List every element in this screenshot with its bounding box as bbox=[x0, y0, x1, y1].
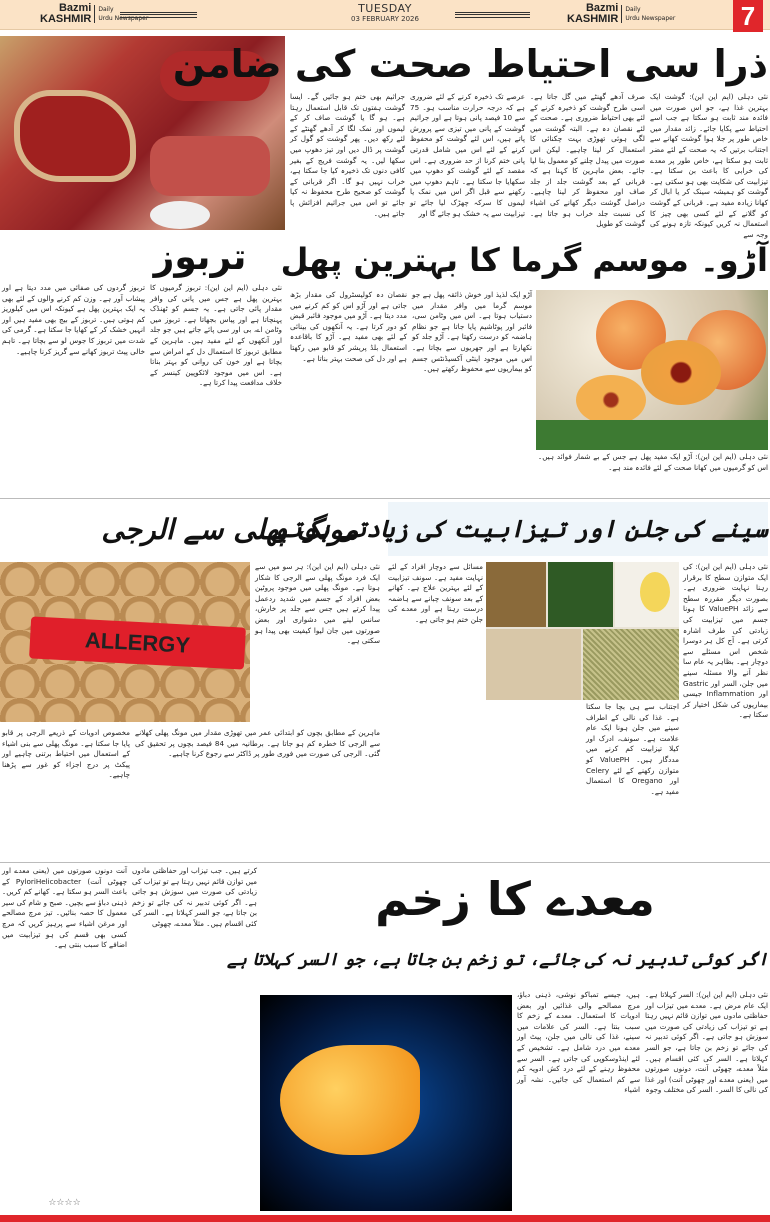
section-divider bbox=[0, 498, 770, 499]
heartburn-column: اجتناب سے ہی بچا جا سکتا ہے۔ غذا کی نالی کے اطراف سینے میں جلن ہونا ایک عام علامت ہے۔ سونف، ادرک اور کیلا تیزابیت کم کرنے میں مددگار ہیں۔ ValuePH کو متوازن رکھنے کے لئے Celery اور Oregano کا استعمال مفید ہے۔ bbox=[586, 702, 679, 796]
brand-sub2: Urdu Newspaper bbox=[98, 15, 149, 22]
meat-column: صرف آدھے گھنٹے میں گل جاتا ہے۔ اسی طرح گوشت کو ذخیرہ کرنے کے لئے بھی احتیاط ضروری ہے۔ صحت کے لئے نقصان دہ ہے۔ البتہ گوشت میں لگی ہوئی تھوڑی بہت چکنائی کا استعمال کر لینا چاہیے۔ لیکن اس صورت میں پیدل چلنے کو معمول بنا لیا جائے۔ بعض ماہرین کا کہنا ہے کہ قربانی کے بعد گوشت جلد از جلد صاف اور محفوظ کر لینا چاہیے۔ دراصل گوشت دیگر کھانے کی اشیاء کی نسبت جلد خراب ہو جاتا ہے۔ گوشت کو طویل bbox=[530, 92, 645, 229]
meat-column: عرصے تک ذخیرہ کرنے کے لئے ضروری ہے کہ درجہ حرارت مناسب ہو۔ 75 سے 10 فیصد پانی ہوتا ہے اور جراثیم گوشت کے پانی میں تیزی سے پرورش پاتے ہیں، اس لئے گوشت کو محفوظ کرنے کے لئے اس میں شامل قدرتی پانی ختم کرنا از حد ضروری ہے۔ اس مقصد کے لئے گوشت کو دھوپ میں سکھایا جا سکتا ہے۔ تاہم دھوپ میں رکھنے سے قبل اگر اس میں نمک یا لیموں کا سرکہ چھڑک لیا جائے تو تیزابیت سے یہ خشک ہو جائے گا اور bbox=[410, 92, 525, 218]
peach-column: نقصان دہ کولیسٹرول کی مقدار بڑھ جاتی ہے اور آڑو اس کو کم کرنے میں مدد دیتا ہے۔ آڑو میں موجود فائبر قبض کو دور کرتا ہے۔ یہ آنکھوں کی بینائی کے لئے بھی مفید ہے۔ آڑو کا باقاعدہ استعمال بلڈ پریشر کو قابو میں رکھتا ہے اور دل کی صحت بہتر بناتا ہے۔ bbox=[290, 290, 407, 363]
watermelon-headline: تربوز bbox=[153, 237, 247, 278]
allergy-column: مخصوص ادویات کے ذریعے الرجی پر قابو پایا جا سکتا ہے۔ مونگ پھلی سے بنی اشیاء کے استعمال میں احتیاط برتنی چاہیے اور پیکٹ پر درج اجزاء کو غور سے پڑھنا چاہیے۔ bbox=[2, 728, 130, 780]
watermelon-column: نئی دہلی (ایم این این): تربوز گرمیوں کا بہترین پھل ہے جس میں پانی کی وافر مقدار پائی جاتی ہے۔ یہ جسم کو ٹھنڈک پہنچاتا ہے اور پیاس بجھاتا ہے۔ تربوز میں وٹامن اے، بی اور سی پائے جاتے ہیں جو جلد اور آنکھوں کے لئے مفید ہیں۔ ماہرین کے مطابق تربوز کا استعمال دل کے امراض سے بچاتا ہے اور خون کی روانی کو بہتر بناتا ہے۔ اس میں موجود لائکوپین کینسر کے خلاف مدافعت پیدا کرتا ہے۔ bbox=[150, 283, 282, 388]
divider-rule bbox=[455, 12, 530, 18]
ulcer-column: کرتے ہیں۔ جب تیزاب اور حفاظتی مادوں میں توازن قائم نہیں رہتا ہے تو تیزاب کی زیادتی کی صورت میں سوزش ہو جاتی ہے۔ اگر کوئی تدبیر نہ کی جائے تو زخم بن جاتا ہے، جو السر کہلاتا ہے۔ السر کی کئی اقسام ہیں۔ مثلاً معدے، چھوٹی bbox=[132, 866, 257, 928]
brand-line1: Bazmi bbox=[585, 2, 619, 14]
heartburn-column: مسائل سے دوچار افراد کے لئے نہایت مفید ہے۔ سونف تیزابیت کے لئے بہترین علاج ہے۔ کھانے کے بعد سونف چبانے سے ہاضمہ درست رہتا ہے اور معدے کی جلن ختم ہو جاتی ہے۔ bbox=[388, 562, 483, 624]
peach-column: نئی دہلی (ایم این این): آڑو ایک مفید پھل ہے جس کے بے شمار فوائد ہیں۔ اس کو گرمیوں میں کھانا صحت کے لئے فائدہ مند ہے۔ bbox=[538, 452, 768, 472]
peanuts-photo-icon bbox=[0, 562, 250, 722]
masthead-right bbox=[567, 3, 675, 25]
brand-sub2: Urdu Newspaper bbox=[625, 15, 676, 22]
section-divider bbox=[0, 862, 770, 863]
divider-rule bbox=[120, 12, 197, 18]
footer-bar bbox=[0, 1215, 770, 1222]
stomach-anatomy-photo-icon bbox=[260, 995, 512, 1211]
peach-headline: آڑو۔ موسم گرما کا بہترین پھل bbox=[280, 241, 768, 279]
allergy-column: ماہرین کے مطابق بچوں کو ابتدائی عمر میں تھوڑی مقدار میں مونگ پھلی کھلانے سے الرجی کا خطرہ کم ہو جاتا ہے۔ برطانیہ میں 84 فیصد بچوں پر تحقیق کی گئی۔ الرجی کی صورت میں فوری طور پر ڈاکٹر سے رجوع کرنا چاہیے۔ bbox=[135, 728, 380, 759]
heartburn-column: نئی دہلی (ایم این این): کی ایک متوازن سطح کا برقرار رہنا نہایت ضروری ہے۔ بصورت دیگر مقررہ سطح سے زائد ValuePH کا ہونا جسم میں تیزابیت کی زیادتی کی طرف اشارہ کرتی ہے۔ آج کل ہر دوسرا شخص اس مسئلے سے دوچار ہے۔ بظاہر یہ عام سا نظر آنے والا مسئلہ سینے میں جلن، السر اور Gastric اور Inflammation جیسی بیماریوں کی شکل اختیار کر سکتا ہے۔ bbox=[683, 562, 769, 720]
brand-line2: KASHMIR bbox=[567, 13, 619, 25]
heartburn-headline: سینے کی جلن اور تیزابیت کی زیادتی ہوتو bbox=[273, 515, 768, 543]
allergy-headline: مونگ پھلی سے الرجی bbox=[101, 513, 359, 546]
date-block bbox=[330, 2, 440, 23]
watermelon-column: تربوز گردوں کی صفائی میں مدد دیتا ہے اور پیشاب آور ہے۔ وزن کم کرنے والوں کے لئے بھی یہ ایک بہترین پھل ہے کیونکہ اس میں کیلوریز کم ہوتی ہیں۔ تربوز کے بیج بھی مفید ہیں اور انہیں خشک کر کے کھایا جا سکتا ہے۔ گرمی کی شدت میں تربوز کا جوس لو سے بچاتا ہے۔ تاہم خالی پیٹ تربوز کھانے سے گریز کرنا چاہیے۔ bbox=[2, 283, 145, 356]
ulcer-column: آنت دونوں صورتوں میں (یعنی معدے اور چھوٹی آنت) PyloriHelicobacter کے باعث السر ہو سکتا ہے۔ کھانے کم کریں۔ ذہنی دباؤ سے بچیں۔ صبح و شام کی سیر معمول کا حصہ بنائیں۔ تیز مرچ مصالحے اور مرغن اشیاء سے پرہیز کریں کہ مرچ کسی بھی قسم کی ہو تیزابیت میں اضافے کا سبب بنتی ہے۔ bbox=[2, 866, 128, 950]
peach-photo-icon bbox=[536, 290, 768, 450]
brand-line1: Bazmi bbox=[58, 2, 92, 14]
page-number: 7 bbox=[733, 0, 763, 32]
day: TUESDAY bbox=[358, 2, 412, 15]
brand-sub1: Daily bbox=[625, 6, 641, 13]
end-mark: ☆☆☆☆ bbox=[48, 1198, 81, 1208]
peach-column: آڑو ایک لذیذ اور خوش ذائقہ پھل ہے جو موسم گرما میں وافر مقدار میں دستیاب ہوتا ہے۔ اس میں وٹامن سی، فائبر اور پوٹاشیم پایا جاتا ہے جو نظام ہاضمہ کو درست رکھتا ہے۔ آڑو جلد کو نکھارتا ہے اور جھریوں سے بچاتا ہے۔ اس میں موجود اینٹی آکسیڈنٹس جسم کو بیماریوں سے محفوظ رکھتے ہیں۔ bbox=[412, 290, 532, 374]
ulcer-headline: معدے کا زخم bbox=[375, 872, 655, 926]
ulcer-column: ہیں، جیسے تمباکو نوشی، ذہنی دباؤ، مرچ مصالحے والی غذائیں اور بعض ادویات کا استعمال۔ معدے کے زخم کا سبب بنتا ہے۔ السر کی علامات میں سینے، غذا کی نالی میں جلن، پیٹ اور معدے میں درد شامل ہے۔ تشخیص کے لئے اینڈوسکوپی کی جاتی ہے۔ السر سے محفوظ رہنے کے لئے درد کش ادویہ کم سے کم استعمال کی جائیں۔ نشہ آور اشیاء bbox=[517, 990, 640, 1095]
ulcer-subheadline: اگر کوئی تدبیر نہ کی جائے، تو زخم بن جاتا ہے، جو السر کہلاتا ہے bbox=[226, 950, 768, 970]
ulcer-column: نئی دہلی (ایم این این): السر کہلاتا ہے۔ ایک عام مرض ہے۔ معدے میں تیزاب اور حفاظتی مادوں میں توازن قائم نہیں رہتا ہے تو تیزاب کی زیادتی کی صورت میں سوزش ہو جاتی ہے۔ اگر کوئی تدبیر نہ کی جائے تو زخم بن جاتا ہے، جو السر کہلاتا ہے۔ السر کی کئی اقسام ہیں۔ مثلاً معدے، چھوٹی آنت، دونوں صورتوں میں (یعنی معدے اور چھوٹی آنت) اور غذا کی نالی کا السر۔ السر کی مختلف وجوہ bbox=[645, 990, 768, 1095]
allergy-tag: ALLERGY bbox=[29, 616, 246, 669]
meat-column: جراثیم بھی ختم ہو جائیں گے۔ ایسا گوشت ہفتوں تک قابل استعمال رہتا ہے۔ ہو گا یا گوشت صاف کر کے لیموں اور نمک لگا کر آدھے گھنٹے کے لئے رکھ دیں۔ پھر گوشت کو گول کر گوشت پر ڈال دیں اور تیز دھوپ میں سکھا لیں۔ یہ گوشت فریج کے بغیر کافی دنوں تک ذخیرہ کیا جا سکتا ہے، خراب نہیں ہو گا۔ اگر قربانی کے گوشت کو صحیح طرح محفوظ نہ کیا جائے تو اس میں جراثیم افزائش پا جاتے ہیں۔ bbox=[290, 92, 405, 218]
allergy-column: نئی دہلی (ایم این این): ہر سو میں سے ایک فرد مونگ پھلی سے الرجی کا شکار ہوتا ہے۔ مونگ پھلی میں موجود پروٹین بعض افراد کے جسم میں شدید ردعمل پیدا کرتے ہیں جس سے جلد پر خارش، سانس لینے میں دشواری اور بعض صورتوں میں جان لیوا کیفیت بھی پیدا ہو سکتی ہے۔ bbox=[255, 562, 380, 646]
page-header bbox=[0, 0, 770, 30]
meat-column: نئی دہلی (ایم این این): گوشت ایک بہترین غذا ہے، جو اس صورت میں فائدہ مند ثابت ہو سکتا ہے جب اسے احتیاط سے پکایا جائے۔ زائد مقدار میں خاص طور پر جلا ہوا گوشت کھانے سے اجتناب برتیں کہ یہ صحت کے لئے مضر ثابت ہو سکتا ہے، خاص طور پر معدے کی خرابی کا باعث بن سکتا ہے۔ تیزابیت کی شکایت بھی ہو سکتی ہے۔ گوشت کو ہمیشہ سینک کر یا ابال کر کھانا زیادہ مفید ہے۔ قربانی کے گوشت کو گلانے کے لئے کسی بھی چیز کا استعمال نہ کریں کیونکہ تازہ ہونے کی وجہ سے bbox=[650, 92, 768, 239]
date: 03 FEBRUARY 2026 bbox=[351, 15, 419, 23]
brand-sub1: Daily bbox=[98, 6, 114, 13]
brand-line2: KASHMIR bbox=[40, 13, 92, 25]
remedies-photo-icon bbox=[486, 562, 679, 700]
meat-headline: ذرا سی احتیاط صحت کی ضامن bbox=[172, 42, 768, 86]
